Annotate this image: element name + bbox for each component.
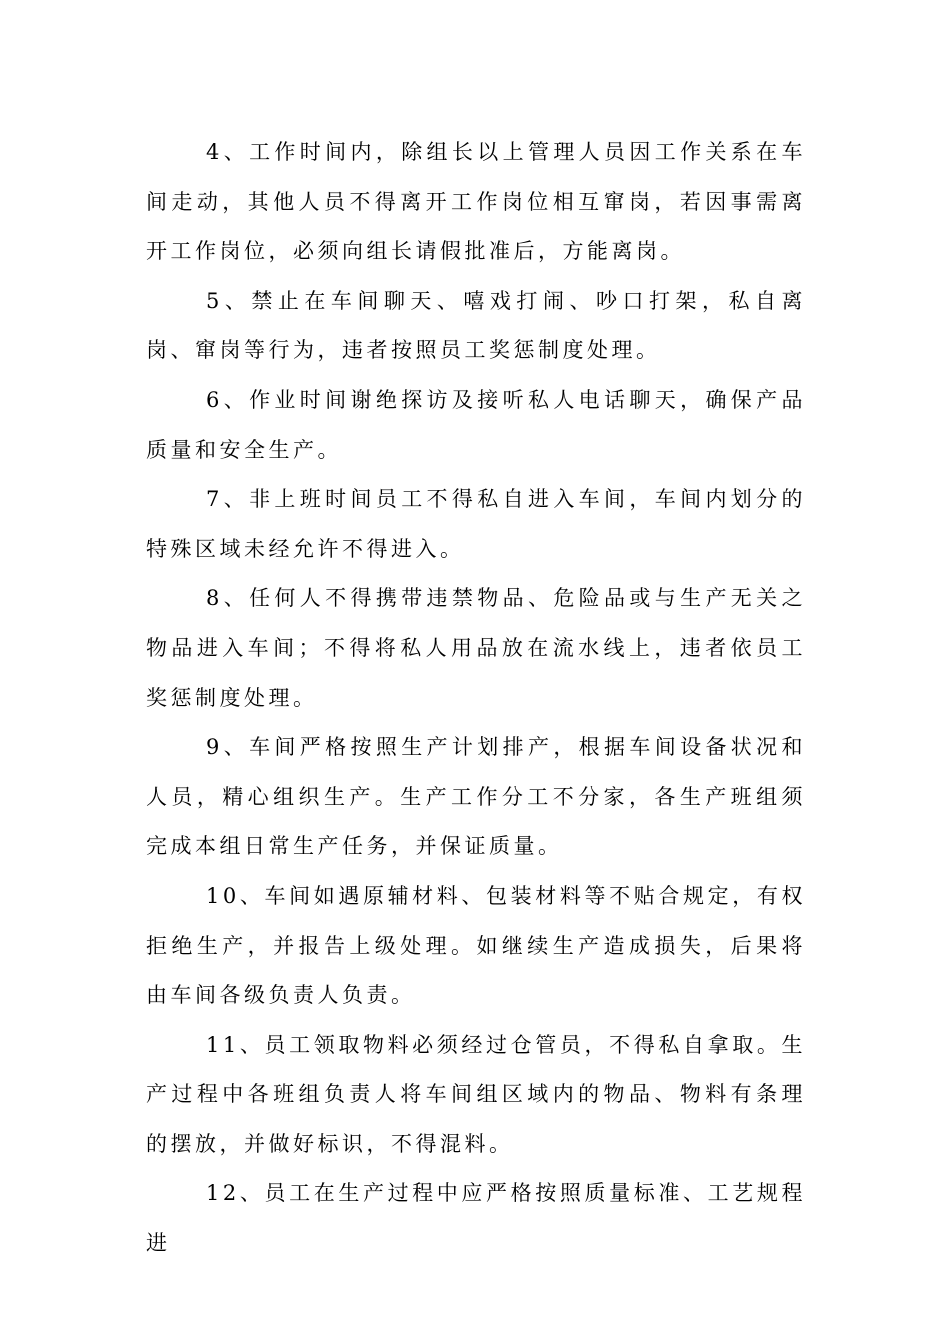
rule-paragraph-7: 7、非上班时间员工不得私自进入车间，车间内划分的特殊区域未经允许不得进入。: [146, 487, 806, 561]
rule-paragraph-11: 11、员工领取物料必须经过仓管员，不得私自拿取。生产过程中各班组负责人将车间组区域内的物品、物料有条理的摆放，并做好标识，不得混料。: [146, 1032, 806, 1156]
rule-paragraph-10: 10、车间如遇原辅材料、包装材料等不贴合规定，有权拒绝生产，并报告上级处理。如继续生产造成损失，后果将由车间各级负责人负责。: [146, 883, 806, 1008]
rule-paragraph-9: 9、车间严格按照生产计划排产，根据车间设备状况和人员，精心组织生产。生产工作分工不分家，各生产班组须完成本组日常生产任务，并保证质量。: [146, 735, 806, 859]
rule-paragraph-4: 4、工作时间内，除组长以上管理人员因工作关系在车间走动，其他人员不得离开工作岗位相互窜岗，若因事需离开工作岗位，必须向组长请假批准后，方能离岗。: [146, 140, 806, 264]
rule-paragraph-5: 5、禁止在车间聊天、嘻戏打闹、吵口打架，私自离岗、窜岗等行为，违者按照员工奖惩制度处理。: [146, 288, 806, 363]
rule-paragraph-6: 6、作业时间谢绝探访及接听私人电话聊天，确保产品质量和安全生产。: [146, 387, 806, 462]
rule-paragraph-8: 8、任何人不得携带违禁物品、危险品或与生产无关之物品进入车间；不得将私人用品放在流水线上，违者依员工奖惩制度处理。: [146, 586, 806, 710]
document-body: [146, 128, 806, 1269]
rule-paragraph-12: 12、员工在生产过程中应严格按照质量标准、工艺规程进: [146, 1181, 806, 1256]
